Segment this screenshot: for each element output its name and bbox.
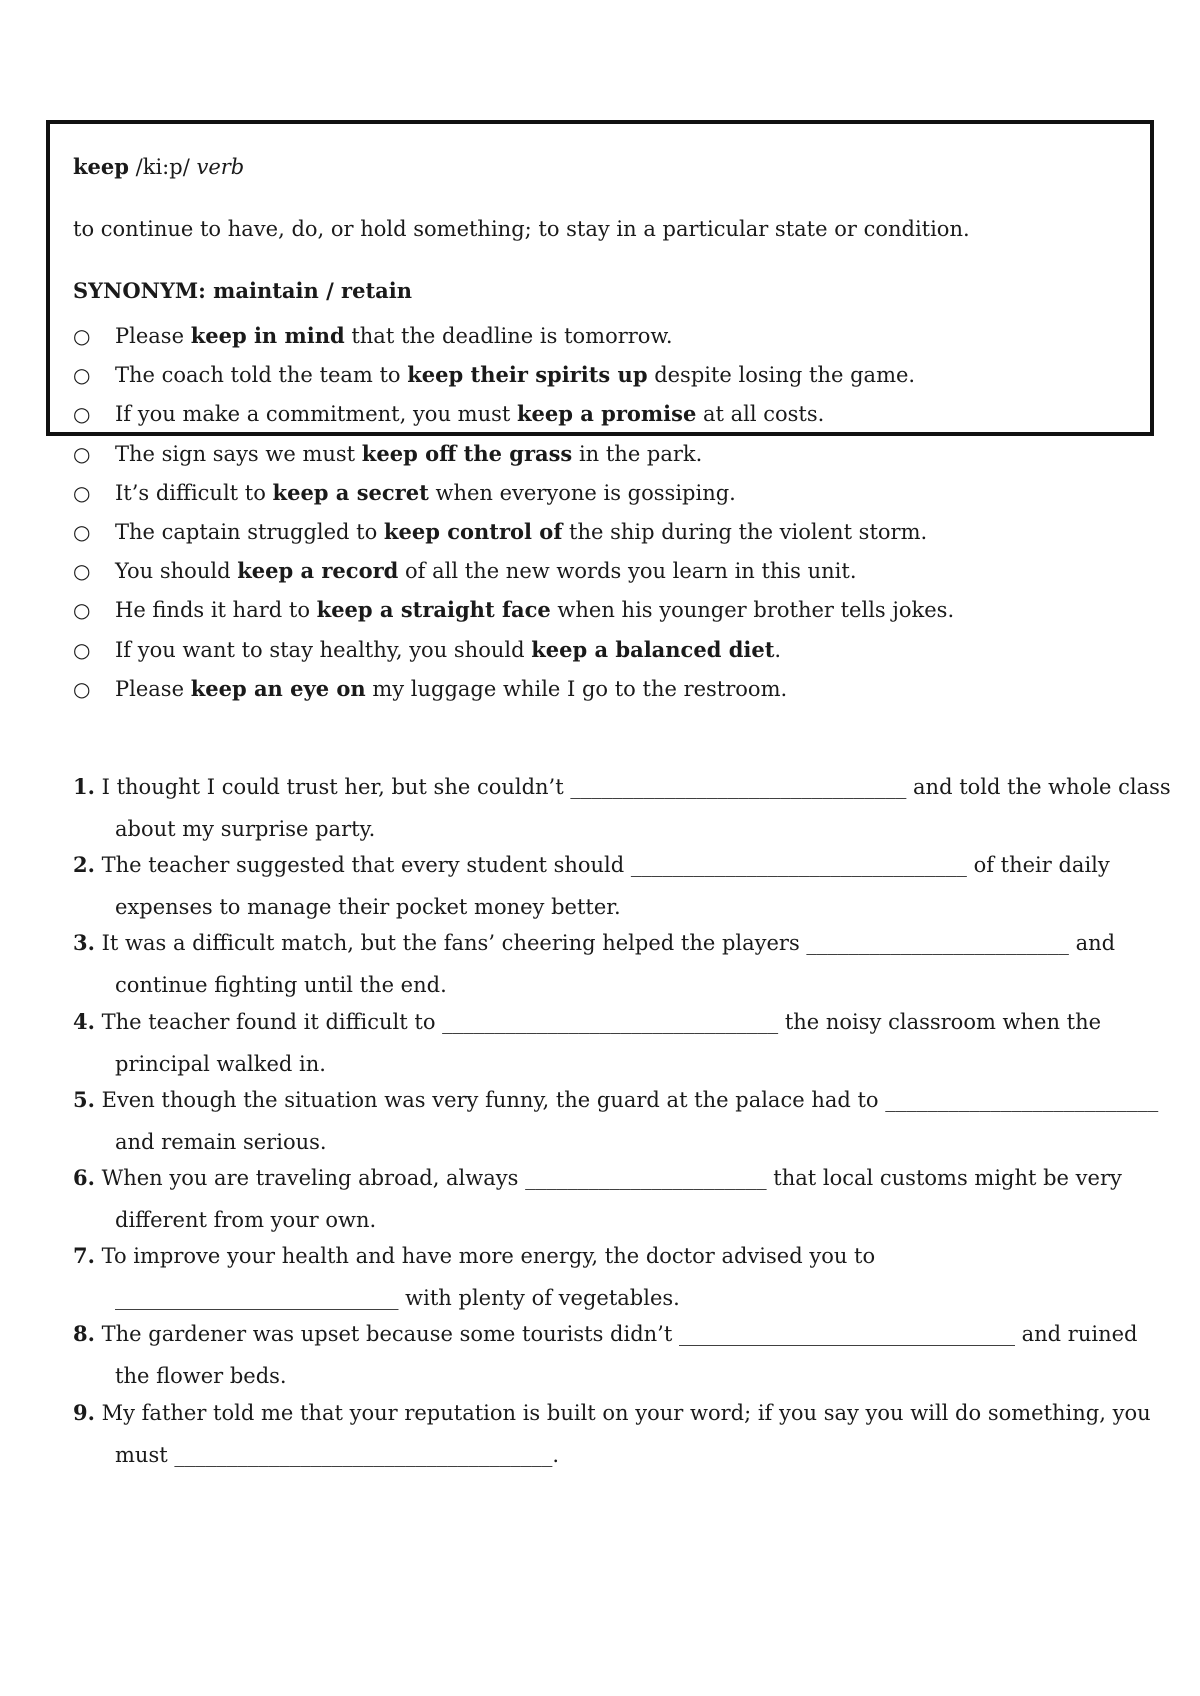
example-phrase: keep control of bbox=[383, 519, 563, 544]
example-phrase: keep a straight face bbox=[316, 597, 551, 623]
example-sentence: He finds it hard to keep a straight face when his younger brother tells jokes. bbox=[115, 597, 955, 623]
headword: keep bbox=[73, 154, 129, 179]
pronunciation: /ki:p/ bbox=[135, 155, 190, 179]
exercise-item bbox=[73, 844, 1133, 928]
circle-bullet-icon: ○ bbox=[73, 480, 91, 505]
example-sentence: The captain struggled to keep control of the ship during the violent storm. bbox=[115, 519, 928, 544]
example-sentence: The sign says we must keep off the grass in the park. bbox=[115, 440, 703, 466]
example-phrase: keep a record bbox=[237, 558, 399, 584]
example-sentence: If you want to stay healthy, you should keep a balanced diet. bbox=[115, 636, 782, 662]
exercise-continuation: and remain serious. bbox=[115, 1129, 327, 1154]
exercise-item bbox=[73, 1157, 1133, 1241]
exercise-text: My father told me that your reputation is built on your word; if you say you will do something, you bbox=[94, 1400, 1151, 1425]
exercise-text: When you are traveling abroad, always _______________________ that local customs might be very bbox=[94, 1166, 1122, 1190]
circle-bullet-icon: ○ bbox=[73, 637, 91, 662]
circle-bullet-icon: ○ bbox=[73, 520, 91, 544]
example-sentence: You should keep a record of all the new words you learn in this unit. bbox=[115, 558, 857, 584]
exercise-item bbox=[73, 1001, 1133, 1085]
exercise-text: The teacher found it difficult to ________________________________ the noisy classroom when the bbox=[94, 1009, 1102, 1034]
exercise-continuation: expenses to manage their pocket money better. bbox=[115, 895, 621, 920]
example-sentence: Please keep in mind that the deadline is tomorrow. bbox=[115, 323, 673, 348]
exercise-continuation: about my surprise party. bbox=[115, 817, 376, 841]
circle-bullet-icon: ○ bbox=[73, 363, 91, 388]
circle-bullet-icon: ○ bbox=[73, 598, 91, 623]
exercise-number: 8. bbox=[73, 1321, 95, 1347]
circle-bullet-icon: ○ bbox=[73, 402, 91, 427]
exercise-number: 2. bbox=[73, 852, 95, 878]
example-phrase: keep an eye on bbox=[190, 675, 366, 701]
example-sentence: The coach told the team to keep their spirits up despite losing the game. bbox=[115, 362, 916, 388]
exercise-continuation: principal walked in. bbox=[115, 1051, 326, 1076]
definition-text: to continue to have, do, or hold something; to stay in a particular state or condition. bbox=[73, 217, 970, 241]
example-phrase: keep a balanced diet bbox=[531, 636, 775, 662]
exercise-text: The teacher suggested that every student should ________________________________ of their daily bbox=[94, 853, 1110, 878]
exercise-number: 6. bbox=[73, 1165, 95, 1190]
exercise-item bbox=[73, 1313, 1138, 1397]
synonym-line: SYNONYM: maintain / retain bbox=[73, 278, 413, 303]
circle-bullet-icon: ○ bbox=[73, 441, 91, 466]
example-sentence: It’s difficult to keep a secret when everyone is gossiping. bbox=[115, 479, 736, 505]
exercise-text: The gardener was upset because some tourists didn’t ________________________________ and ruined bbox=[94, 1322, 1138, 1347]
exercise-text: I thought I could trust her, but she couldn’t ________________________________ and told the whole class bbox=[94, 775, 1171, 799]
exercise-number: 1. bbox=[73, 774, 95, 799]
exercise-number: 9. bbox=[73, 1399, 95, 1425]
exercise-item bbox=[73, 1392, 1151, 1476]
example-phrase: keep off the grass bbox=[361, 440, 573, 466]
example-phrase: keep a promise bbox=[516, 401, 697, 427]
exercise-number: 4. bbox=[73, 1008, 95, 1034]
circle-bullet-icon: ○ bbox=[73, 559, 91, 584]
exercise-continuation: the flower beds. bbox=[115, 1364, 287, 1389]
headword-line bbox=[73, 153, 244, 181]
example-sentence: If you make a commitment, you must keep a promise at all costs. bbox=[115, 401, 825, 427]
exercise-number: 7. bbox=[73, 1243, 95, 1269]
exercise-continuation: different from your own. bbox=[115, 1208, 377, 1232]
exercise-item bbox=[73, 1079, 1159, 1163]
exercise-text: It was a difficult match, but the fans’ cheering helped the players _________________________ and bbox=[94, 931, 1116, 956]
exercise-item bbox=[73, 1235, 1133, 1319]
exercise-continuation: must ____________________________________. bbox=[115, 1442, 560, 1467]
example-phrase: keep a secret bbox=[272, 479, 429, 505]
exercise-item bbox=[73, 766, 1171, 850]
exercise-number: 5. bbox=[73, 1086, 95, 1112]
exercise-text: To improve your health and have more energy, the doctor advised you to bbox=[94, 1244, 876, 1269]
exercise-number: 3. bbox=[73, 930, 95, 956]
example-phrase: keep their spirits up bbox=[407, 362, 648, 388]
part-of-speech: verb bbox=[196, 155, 245, 179]
example-sentence: Please keep an eye on my luggage while I go to the restroom. bbox=[115, 675, 788, 701]
exercise-continuation: continue fighting until the end. bbox=[115, 973, 447, 998]
circle-bullet-icon: ○ bbox=[73, 676, 91, 701]
exercise-item bbox=[73, 922, 1133, 1006]
example-phrase: keep in mind bbox=[190, 323, 345, 348]
circle-bullet-icon: ○ bbox=[73, 324, 91, 348]
exercise-text: Even though the situation was very funny, the guard at the palace had to __________________________ bbox=[94, 1087, 1159, 1112]
exercise-continuation: ___________________________ with plenty of vegetables. bbox=[115, 1286, 680, 1311]
